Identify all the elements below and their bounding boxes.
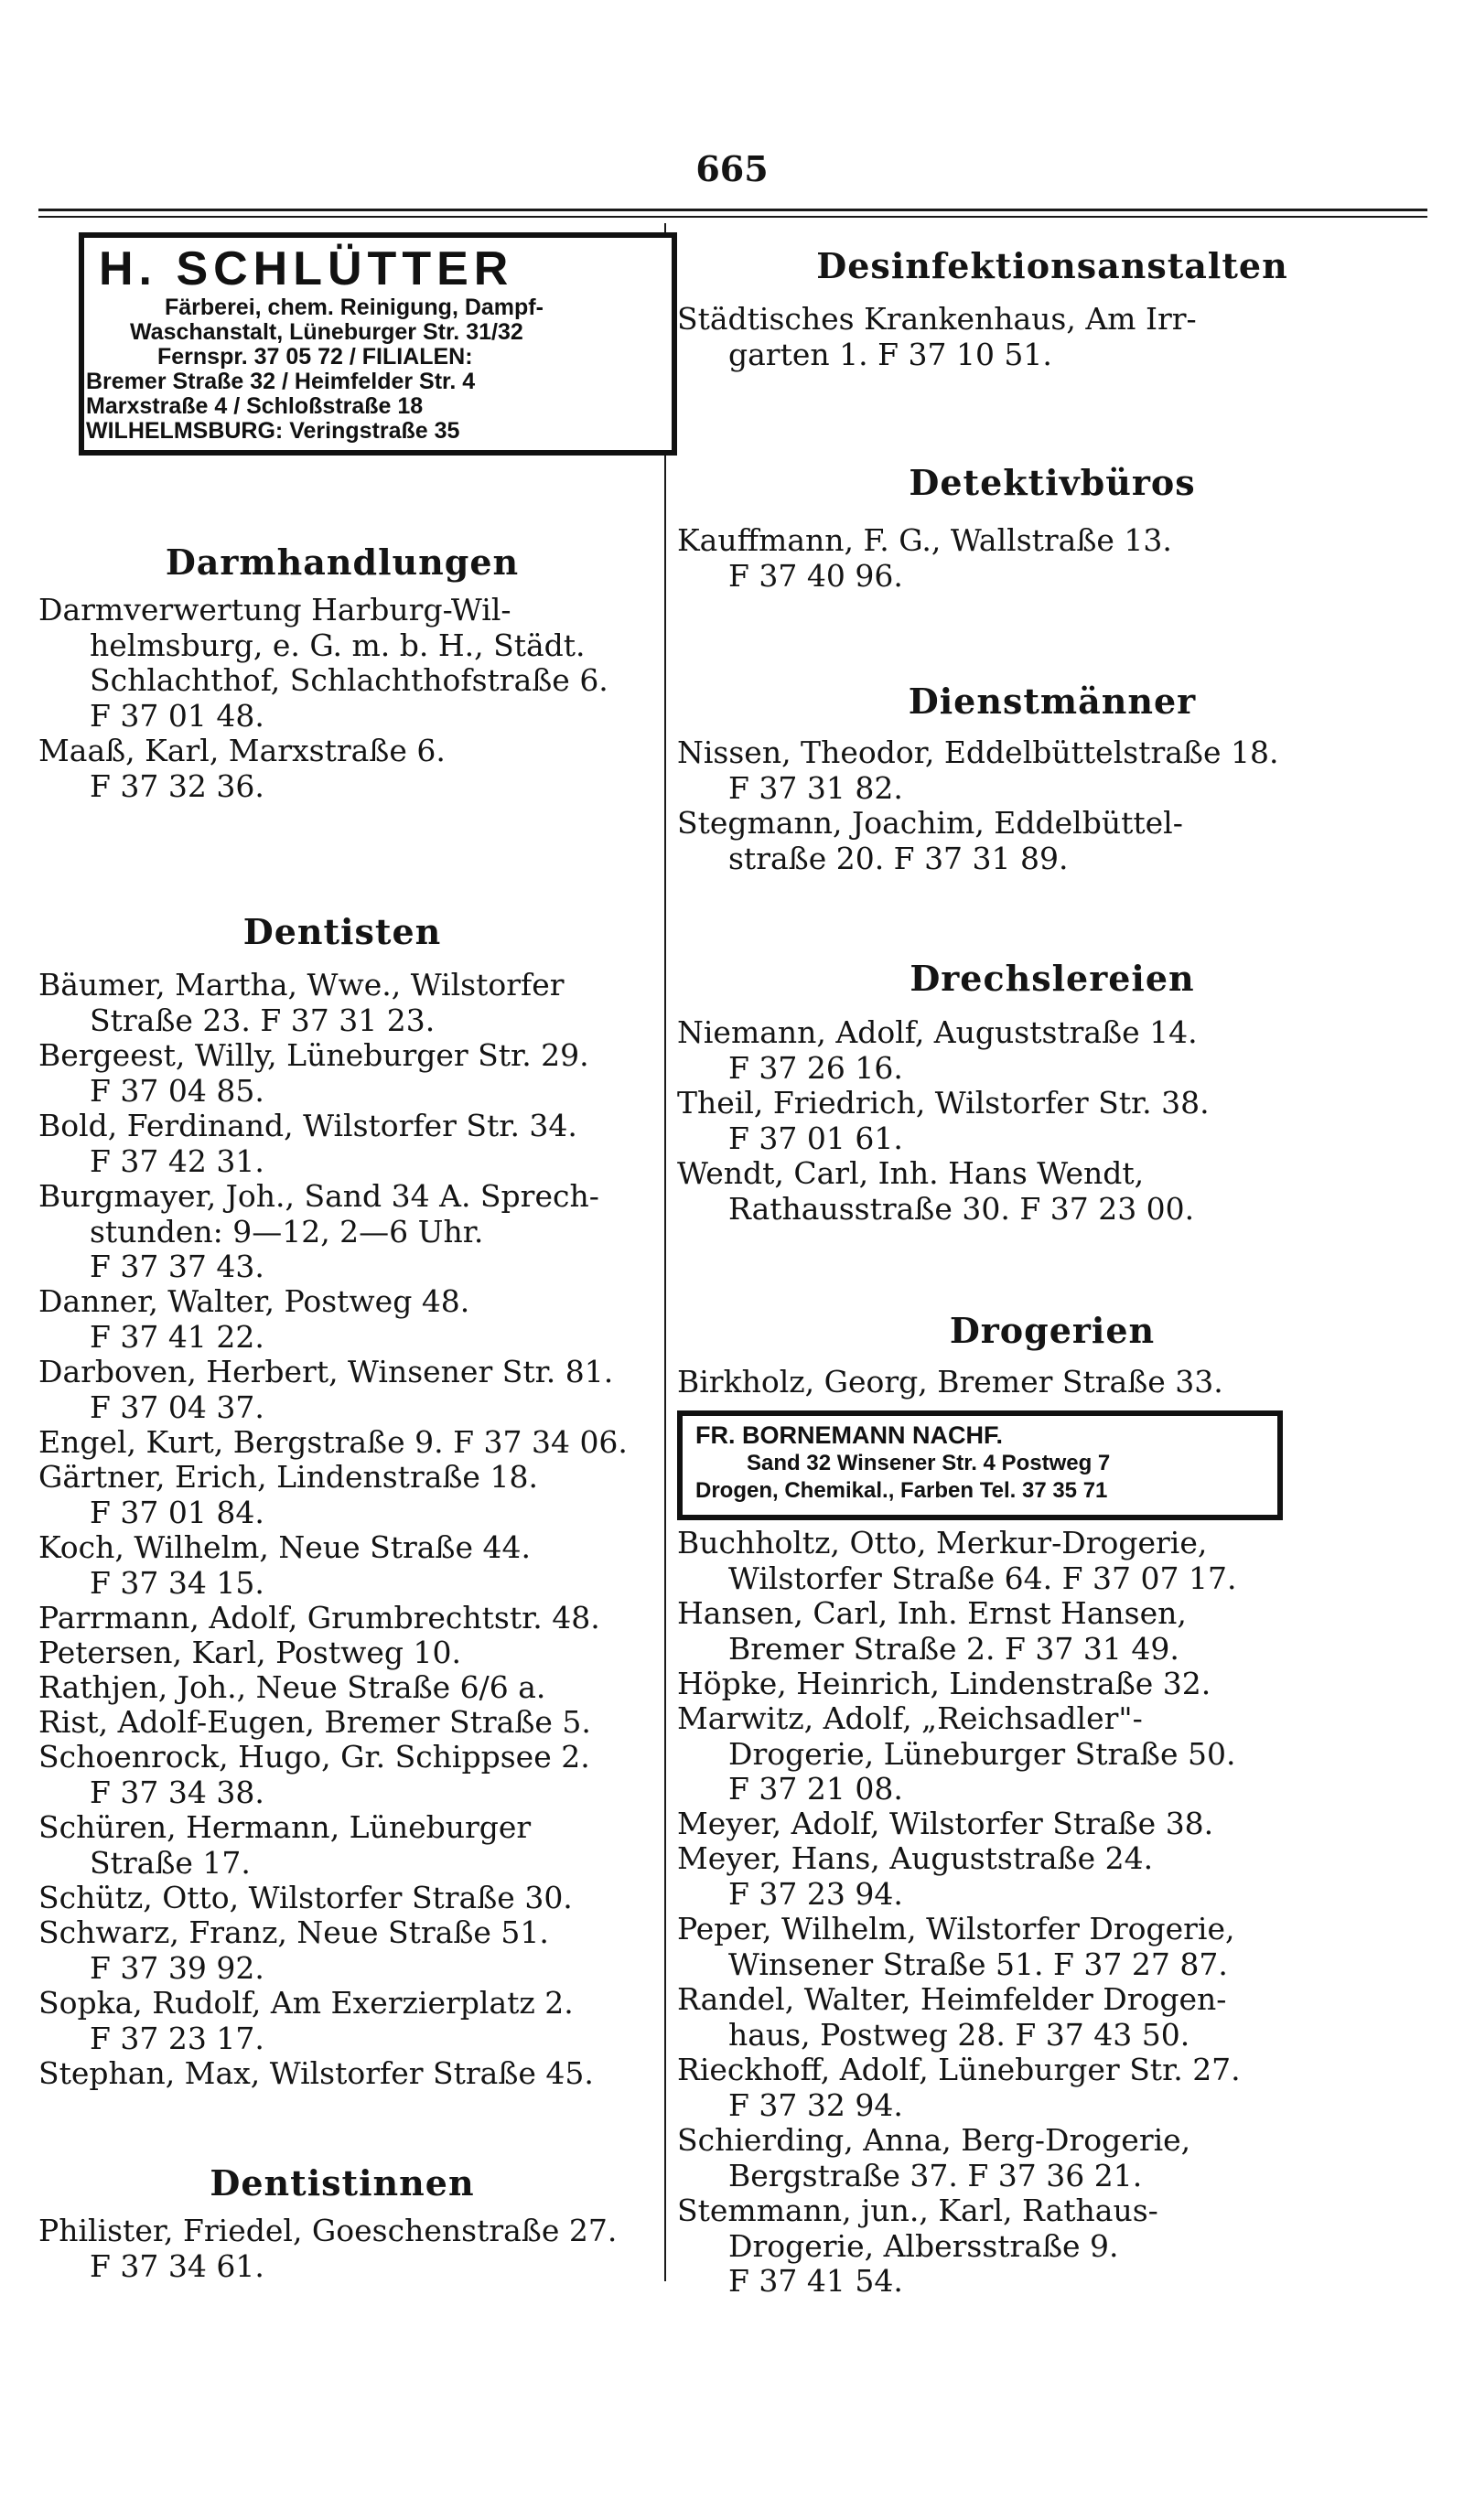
list-item: Höpke, Heinrich, Lindenstraße 32.	[677, 1666, 1211, 1701]
list-item: Städtisches Krankenhaus, Am Irr- garten 1. F 37 10 51.	[677, 301, 1197, 372]
page-number: 665	[695, 148, 769, 189]
list-item: Petersen, Karl, Postweg 10.	[38, 1635, 461, 1670]
section-heading-darmhandlungen: Darmhandlungen	[165, 542, 520, 583]
list-item: Koch, Wilhelm, Neue Straße 44. F 37 34 15.	[38, 1529, 531, 1601]
list-item: Gärtner, Erich, Lindenstraße 18. F 37 01 84.	[38, 1459, 538, 1530]
top-rule-thin	[38, 216, 1427, 218]
list-item: Kauffmann, F. G., Wallstraße 13. F 37 40 96.	[677, 522, 1172, 594]
list-item: Schierding, Anna, Berg-Drogerie, Bergstraße 37. F 37 36 21.	[677, 2122, 1191, 2193]
section-heading-dentistinnen: Dentistinnen	[210, 2162, 475, 2204]
ad-firm-name: FR. BORNEMANN NACHF.	[695, 1421, 1003, 1449]
list-item: Buchholtz, Otto, Merkur-Drogerie, Wilstorfer Straße 64. F 37 07 17.	[677, 1525, 1237, 1596]
list-item: Niemann, Adolf, Auguststraße 14. F 37 26 16.	[677, 1014, 1198, 1086]
list-item: Engel, Kurt, Bergstraße 9. F 37 34 06.	[38, 1424, 628, 1460]
ad-line: Bremer Straße 32 / Heimfelder Str. 4	[86, 369, 476, 394]
section-heading-dienstmaenner: Dienstmänner	[908, 681, 1197, 722]
list-item: Meyer, Adolf, Wilstorfer Straße 38.	[677, 1806, 1214, 1841]
list-item: Philister, Friedel, Goeschenstraße 27. F 37 34 61.	[38, 2213, 618, 2284]
list-item: Bäumer, Martha, Wwe., Wilstorfer Straße 23. F 37 31 23.	[38, 967, 565, 1038]
list-item: Theil, Friedrich, Wilstorfer Str. 38. F 37 01 61.	[677, 1085, 1210, 1156]
ad-firm-name: H. SCHLÜTTER	[99, 242, 514, 295]
list-item: Schoenrock, Hugo, Gr. Schippsee 2. F 37 34 38.	[38, 1739, 590, 1810]
list-item: Maaß, Karl, Marxstraße 6. F 37 32 36.	[38, 733, 446, 804]
list-item: Nissen, Theodor, Eddelbüttelstraße 18. F 37 31 82.	[677, 735, 1279, 806]
list-item: Stegmann, Joachim, Eddelbüttel- straße 20. F 37 31 89.	[677, 805, 1183, 876]
ad-line: Drogen, Chemikal., Farben Tel. 37 35 71	[695, 1478, 1108, 1503]
list-item: Bold, Ferdinand, Wilstorfer Str. 34. F 37 42 31.	[38, 1108, 577, 1179]
ad-line: Färberei, chem. Reinigung, Dampf-	[165, 295, 544, 320]
list-item: Peper, Wilhelm, Wilstorfer Drogerie, Winsener Straße 51. F 37 27 87.	[677, 1911, 1235, 1982]
column-divider	[664, 223, 666, 2281]
section-heading-drechslereien: Drechslereien	[910, 958, 1195, 999]
ad-line: Fernspr. 37 05 72 / FILIALEN:	[157, 344, 473, 370]
list-item: Schütz, Otto, Wilstorfer Straße 30.	[38, 1880, 573, 1915]
section-heading-dentisten: Dentisten	[242, 911, 442, 952]
top-rule	[38, 209, 1427, 211]
ad-bornemann	[677, 1410, 1283, 1520]
ad-line: Marxstraße 4 / Schloßstraße 18	[86, 393, 424, 419]
list-item: Parrmann, Adolf, Grumbrechtstr. 48.	[38, 1600, 600, 1635]
list-item: Rist, Adolf-Eugen, Bremer Straße 5.	[38, 1704, 591, 1740]
list-item: Hansen, Carl, Inh. Ernst Hansen, Bremer Straße 2. F 37 31 49.	[677, 1595, 1187, 1667]
ad-line: WILHELMSBURG: Veringstraße 35	[86, 418, 460, 444]
list-item: Birkholz, Georg, Bremer Straße 33.	[677, 1364, 1223, 1399]
list-item: Darboven, Herbert, Winsener Str. 81. F 37 04 37.	[38, 1354, 614, 1425]
list-item: Randel, Walter, Heimfelder Drogen- haus, Postweg 28. F 37 43 50.	[677, 1981, 1227, 2053]
ad-line: Waschanstalt, Lüneburger Str. 31/32	[130, 319, 523, 345]
ad-schlutter	[79, 232, 677, 456]
list-item: Danner, Walter, Postweg 48. F 37 41 22.	[38, 1283, 470, 1355]
list-item: Marwitz, Adolf, „Reichsadler"- Drogerie, Lüneburger Straße 50. F 37 21 08.	[677, 1700, 1236, 1807]
ad-line: Sand 32 Winsener Str. 4 Postweg 7	[747, 1451, 1111, 1475]
list-item: Stephan, Max, Wilstorfer Straße 45.	[38, 2055, 594, 2091]
list-item: Schwarz, Franz, Neue Straße 51. F 37 39 92.	[38, 1914, 549, 1986]
list-item: Burgmayer, Joh., Sand 34 A. Sprech- stunden: 9—12, 2—6 Uhr. F 37 37 43.	[38, 1178, 599, 1284]
list-item: Rieckhoff, Adolf, Lüneburger Str. 27. F 37 32 94.	[677, 2052, 1241, 2123]
list-item: Bergeest, Willy, Lüneburger Str. 29. F 37 04 85.	[38, 1037, 589, 1109]
list-item: Schüren, Hermann, Lüneburger Straße 17.	[38, 1809, 532, 1881]
list-item: Meyer, Hans, Auguststraße 24. F 37 23 94.	[677, 1840, 1154, 1912]
list-item: Darmverwertung Harburg-Wil- helmsburg, e. G. m. b. H., Städt. Schlachthof, Schlachthofstraße 6. F 37 01 48.	[38, 592, 608, 734]
section-heading-desinfektionsanstalten: Desinfektionsanstalten	[816, 245, 1288, 286]
list-item: Rathjen, Joh., Neue Straße 6/6 a.	[38, 1669, 546, 1705]
section-heading-drogerien: Drogerien	[949, 1310, 1156, 1351]
list-item: Wendt, Carl, Inh. Hans Wendt, Rathausstraße 30. F 37 23 00.	[677, 1155, 1195, 1227]
list-item: Stemmann, jun., Karl, Rathaus- Drogerie, Albersstraße 9. F 37 41 54.	[677, 2193, 1158, 2299]
list-item: Sopka, Rudolf, Am Exerzierplatz 2. F 37 23 17.	[38, 1985, 574, 2056]
section-heading-detektivbueros: Detektivbüros	[909, 462, 1196, 503]
